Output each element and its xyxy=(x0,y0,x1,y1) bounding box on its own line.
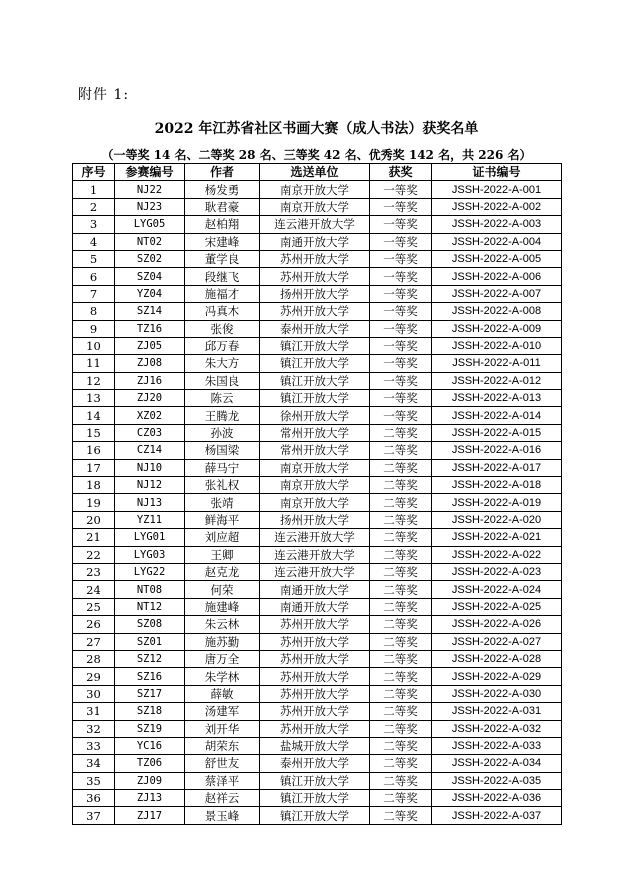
cell-certificate-number: JSSH-2022-A-006 xyxy=(432,268,562,285)
cell-index: 11 xyxy=(73,355,115,372)
cell-author: 张俊 xyxy=(185,320,260,337)
cell-index: 15 xyxy=(73,424,115,441)
cell-award: 二等奖 xyxy=(370,442,432,459)
cell-award: 一等奖 xyxy=(370,407,432,424)
cell-certificate-number: JSSH-2022-A-017 xyxy=(432,459,562,476)
header-certificate-number: 证书编号 xyxy=(432,164,562,181)
cell-author: 鲜海平 xyxy=(185,511,260,528)
table-row xyxy=(73,790,562,807)
cell-index: 30 xyxy=(73,685,115,702)
cell-certificate-number: JSSH-2022-A-012 xyxy=(432,372,562,389)
cell-index: 31 xyxy=(73,703,115,720)
cell-index: 21 xyxy=(73,529,115,546)
cell-unit: 镇江开放大学 xyxy=(260,390,370,407)
cell-award: 一等奖 xyxy=(370,181,432,198)
cell-author: 施福才 xyxy=(185,285,260,302)
cell-award: 一等奖 xyxy=(370,216,432,233)
cell-certificate-number: JSSH-2022-A-020 xyxy=(432,511,562,528)
cell-entry-number: NT12 xyxy=(115,598,185,615)
table-row xyxy=(73,390,562,407)
document-subtitle: （一等奖 14 名、二等奖 28 名、三等奖 42 名、优秀奖 142 名，共 226 名） xyxy=(101,148,532,162)
cell-index: 20 xyxy=(73,511,115,528)
table-row xyxy=(73,703,562,720)
cell-index: 13 xyxy=(73,390,115,407)
cell-award: 二等奖 xyxy=(370,424,432,441)
table-row xyxy=(73,598,562,615)
table-row xyxy=(73,494,562,511)
cell-index: 18 xyxy=(73,477,115,494)
cell-author: 刘开华 xyxy=(185,720,260,737)
cell-index: 16 xyxy=(73,442,115,459)
cell-index: 24 xyxy=(73,581,115,598)
cell-certificate-number: JSSH-2022-A-002 xyxy=(432,198,562,215)
cell-certificate-number: JSSH-2022-A-023 xyxy=(432,563,562,580)
cell-unit: 南通开放大学 xyxy=(260,233,370,250)
cell-entry-number: LYG05 xyxy=(115,216,185,233)
cell-author: 张礼权 xyxy=(185,477,260,494)
cell-author: 朱国良 xyxy=(185,372,260,389)
cell-unit: 扬州开放大学 xyxy=(260,285,370,302)
cell-index: 25 xyxy=(73,598,115,615)
cell-certificate-number: JSSH-2022-A-032 xyxy=(432,720,562,737)
cell-author: 王腾龙 xyxy=(185,407,260,424)
cell-index: 35 xyxy=(73,772,115,789)
cell-unit: 连云港开放大学 xyxy=(260,563,370,580)
cell-award: 一等奖 xyxy=(370,320,432,337)
table-row xyxy=(73,181,562,198)
cell-entry-number: SZ01 xyxy=(115,633,185,650)
table-row xyxy=(73,650,562,667)
cell-award: 二等奖 xyxy=(370,459,432,476)
cell-certificate-number: JSSH-2022-A-034 xyxy=(432,755,562,772)
cell-certificate-number: JSSH-2022-A-007 xyxy=(432,285,562,302)
cell-award: 二等奖 xyxy=(370,685,432,702)
cell-certificate-number: JSSH-2022-A-011 xyxy=(432,355,562,372)
cell-unit: 南京开放大学 xyxy=(260,181,370,198)
cell-certificate-number: JSSH-2022-A-008 xyxy=(432,303,562,320)
cell-certificate-number: JSSH-2022-A-026 xyxy=(432,616,562,633)
table-row xyxy=(73,772,562,789)
cell-unit: 连云港开放大学 xyxy=(260,546,370,563)
award-table xyxy=(72,163,562,825)
cell-author: 陈云 xyxy=(185,390,260,407)
cell-index: 17 xyxy=(73,459,115,476)
cell-certificate-number: JSSH-2022-A-013 xyxy=(432,390,562,407)
cell-entry-number: LYG03 xyxy=(115,546,185,563)
cell-award: 二等奖 xyxy=(370,529,432,546)
cell-award: 二等奖 xyxy=(370,790,432,807)
table-row xyxy=(73,668,562,685)
cell-certificate-number: JSSH-2022-A-014 xyxy=(432,407,562,424)
table-row xyxy=(73,581,562,598)
cell-author: 杨发勇 xyxy=(185,181,260,198)
cell-author: 冯真木 xyxy=(185,303,260,320)
cell-unit: 镇江开放大学 xyxy=(260,372,370,389)
cell-award: 一等奖 xyxy=(370,303,432,320)
cell-award: 二等奖 xyxy=(370,598,432,615)
table-row xyxy=(73,616,562,633)
cell-author: 张靖 xyxy=(185,494,260,511)
table-row xyxy=(73,511,562,528)
cell-certificate-number: JSSH-2022-A-030 xyxy=(432,685,562,702)
table-row xyxy=(73,633,562,650)
table-row xyxy=(73,477,562,494)
cell-award: 一等奖 xyxy=(370,337,432,354)
cell-award: 二等奖 xyxy=(370,755,432,772)
cell-entry-number: TZ16 xyxy=(115,320,185,337)
cell-index: 36 xyxy=(73,790,115,807)
cell-author: 唐万全 xyxy=(185,650,260,667)
table-row xyxy=(73,285,562,302)
cell-certificate-number: JSSH-2022-A-028 xyxy=(432,650,562,667)
cell-entry-number: CZ14 xyxy=(115,442,185,459)
cell-unit: 泰州开放大学 xyxy=(260,755,370,772)
table-row xyxy=(73,198,562,215)
cell-index: 6 xyxy=(73,268,115,285)
cell-index: 22 xyxy=(73,546,115,563)
table-row xyxy=(73,233,562,250)
cell-unit: 连云港开放大学 xyxy=(260,216,370,233)
cell-certificate-number: JSSH-2022-A-027 xyxy=(432,633,562,650)
cell-index: 9 xyxy=(73,320,115,337)
cell-entry-number: ZJ13 xyxy=(115,790,185,807)
table-row xyxy=(73,372,562,389)
cell-certificate-number: JSSH-2022-A-004 xyxy=(432,233,562,250)
cell-award: 一等奖 xyxy=(370,355,432,372)
cell-award: 二等奖 xyxy=(370,668,432,685)
cell-index: 1 xyxy=(73,181,115,198)
cell-unit: 南通开放大学 xyxy=(260,598,370,615)
cell-certificate-number: JSSH-2022-A-005 xyxy=(432,250,562,267)
cell-unit: 南京开放大学 xyxy=(260,494,370,511)
cell-entry-number: YC16 xyxy=(115,737,185,754)
cell-author: 董学良 xyxy=(185,250,260,267)
cell-entry-number: LYG22 xyxy=(115,563,185,580)
cell-author: 何荣 xyxy=(185,581,260,598)
cell-unit: 镇江开放大学 xyxy=(260,772,370,789)
cell-index: 33 xyxy=(73,737,115,754)
header-award: 获奖 xyxy=(370,164,432,181)
cell-index: 7 xyxy=(73,285,115,302)
cell-unit: 镇江开放大学 xyxy=(260,355,370,372)
table-row xyxy=(73,737,562,754)
cell-certificate-number: JSSH-2022-A-010 xyxy=(432,337,562,354)
cell-award: 二等奖 xyxy=(370,633,432,650)
cell-entry-number: SZ19 xyxy=(115,720,185,737)
cell-index: 27 xyxy=(73,633,115,650)
cell-author: 杨国梁 xyxy=(185,442,260,459)
cell-unit: 镇江开放大学 xyxy=(260,790,370,807)
cell-author: 孙波 xyxy=(185,424,260,441)
table-row xyxy=(73,685,562,702)
cell-certificate-number: JSSH-2022-A-009 xyxy=(432,320,562,337)
cell-entry-number: ZJ08 xyxy=(115,355,185,372)
cell-entry-number: NJ12 xyxy=(115,477,185,494)
cell-entry-number: SZ18 xyxy=(115,703,185,720)
cell-certificate-number: JSSH-2022-A-021 xyxy=(432,529,562,546)
cell-unit: 苏州开放大学 xyxy=(260,720,370,737)
cell-unit: 苏州开放大学 xyxy=(260,616,370,633)
cell-entry-number: YZ04 xyxy=(115,285,185,302)
cell-entry-number: SZ04 xyxy=(115,268,185,285)
cell-index: 3 xyxy=(73,216,115,233)
cell-award: 一等奖 xyxy=(370,285,432,302)
table-row xyxy=(73,303,562,320)
cell-award: 二等奖 xyxy=(370,581,432,598)
cell-index: 29 xyxy=(73,668,115,685)
cell-award: 二等奖 xyxy=(370,772,432,789)
cell-index: 4 xyxy=(73,233,115,250)
cell-index: 10 xyxy=(73,337,115,354)
cell-index: 34 xyxy=(73,755,115,772)
cell-entry-number: SZ08 xyxy=(115,616,185,633)
cell-award: 一等奖 xyxy=(370,390,432,407)
table-row xyxy=(73,355,562,372)
cell-entry-number: ZJ16 xyxy=(115,372,185,389)
cell-entry-number: SZ02 xyxy=(115,250,185,267)
cell-entry-number: NT02 xyxy=(115,233,185,250)
cell-entry-number: XZ02 xyxy=(115,407,185,424)
cell-index: 12 xyxy=(73,372,115,389)
cell-unit: 南京开放大学 xyxy=(260,477,370,494)
cell-award: 一等奖 xyxy=(370,268,432,285)
cell-certificate-number: JSSH-2022-A-019 xyxy=(432,494,562,511)
cell-entry-number: NT08 xyxy=(115,581,185,598)
cell-index: 23 xyxy=(73,563,115,580)
table-header-row xyxy=(73,164,562,181)
cell-unit: 苏州开放大学 xyxy=(260,250,370,267)
table-row xyxy=(73,320,562,337)
cell-author: 赵柏翔 xyxy=(185,216,260,233)
cell-index: 37 xyxy=(73,807,115,824)
cell-certificate-number: JSSH-2022-A-025 xyxy=(432,598,562,615)
cell-award: 一等奖 xyxy=(370,372,432,389)
cell-author: 邱万春 xyxy=(185,337,260,354)
cell-award: 一等奖 xyxy=(370,233,432,250)
table-row xyxy=(73,563,562,580)
cell-certificate-number: JSSH-2022-A-036 xyxy=(432,790,562,807)
cell-unit: 连云港开放大学 xyxy=(260,529,370,546)
cell-author: 朱大方 xyxy=(185,355,260,372)
table-row xyxy=(73,337,562,354)
cell-author: 薛敏 xyxy=(185,685,260,702)
cell-author: 宋建峰 xyxy=(185,233,260,250)
cell-author: 施苏勤 xyxy=(185,633,260,650)
cell-certificate-number: JSSH-2022-A-003 xyxy=(432,216,562,233)
cell-index: 8 xyxy=(73,303,115,320)
cell-certificate-number: JSSH-2022-A-024 xyxy=(432,581,562,598)
cell-index: 26 xyxy=(73,616,115,633)
cell-author: 施建峰 xyxy=(185,598,260,615)
cell-index: 14 xyxy=(73,407,115,424)
cell-index: 2 xyxy=(73,198,115,215)
cell-entry-number: TZ06 xyxy=(115,755,185,772)
cell-unit: 镇江开放大学 xyxy=(260,807,370,824)
cell-award: 一等奖 xyxy=(370,250,432,267)
cell-author: 段继飞 xyxy=(185,268,260,285)
cell-award: 二等奖 xyxy=(370,616,432,633)
cell-award: 二等奖 xyxy=(370,477,432,494)
cell-unit: 苏州开放大学 xyxy=(260,703,370,720)
cell-award: 二等奖 xyxy=(370,494,432,511)
cell-certificate-number: JSSH-2022-A-033 xyxy=(432,737,562,754)
cell-award: 二等奖 xyxy=(370,650,432,667)
table-row xyxy=(73,529,562,546)
document-title: 2022 年江苏省社区书画大赛（成人书法）获奖名单 xyxy=(154,121,479,137)
cell-author: 景玉峰 xyxy=(185,807,260,824)
cell-index: 19 xyxy=(73,494,115,511)
table-row xyxy=(73,268,562,285)
cell-certificate-number: JSSH-2022-A-029 xyxy=(432,668,562,685)
cell-certificate-number: JSSH-2022-A-035 xyxy=(432,772,562,789)
header-index: 序号 xyxy=(73,164,115,181)
cell-author: 薛马宁 xyxy=(185,459,260,476)
cell-author: 赵克龙 xyxy=(185,563,260,580)
cell-unit: 常州开放大学 xyxy=(260,442,370,459)
cell-unit: 南京开放大学 xyxy=(260,459,370,476)
table-row xyxy=(73,424,562,441)
cell-entry-number: NJ22 xyxy=(115,181,185,198)
table-row xyxy=(73,407,562,424)
cell-author: 蔡泽平 xyxy=(185,772,260,789)
cell-entry-number: SZ14 xyxy=(115,303,185,320)
cell-author: 朱学林 xyxy=(185,668,260,685)
table-body xyxy=(73,181,562,824)
cell-index: 5 xyxy=(73,250,115,267)
cell-entry-number: ZJ20 xyxy=(115,390,185,407)
cell-unit: 南京开放大学 xyxy=(260,198,370,215)
cell-unit: 镇江开放大学 xyxy=(260,337,370,354)
attachment-label: 附件 1: xyxy=(78,87,130,103)
cell-entry-number: SZ17 xyxy=(115,685,185,702)
cell-award: 二等奖 xyxy=(370,703,432,720)
cell-index: 28 xyxy=(73,650,115,667)
cell-entry-number: LYG01 xyxy=(115,529,185,546)
table-row xyxy=(73,442,562,459)
cell-entry-number: ZJ17 xyxy=(115,807,185,824)
cell-entry-number: NJ23 xyxy=(115,198,185,215)
cell-unit: 苏州开放大学 xyxy=(260,685,370,702)
header-entry-number: 参赛编号 xyxy=(115,164,185,181)
cell-unit: 南通开放大学 xyxy=(260,581,370,598)
table-row xyxy=(73,459,562,476)
cell-award: 二等奖 xyxy=(370,563,432,580)
cell-award: 一等奖 xyxy=(370,198,432,215)
cell-certificate-number: JSSH-2022-A-015 xyxy=(432,424,562,441)
cell-author: 刘应超 xyxy=(185,529,260,546)
cell-award: 二等奖 xyxy=(370,737,432,754)
table-row xyxy=(73,546,562,563)
cell-unit: 苏州开放大学 xyxy=(260,633,370,650)
cell-entry-number: SZ16 xyxy=(115,668,185,685)
cell-unit: 盐城开放大学 xyxy=(260,737,370,754)
table-row xyxy=(73,807,562,824)
cell-entry-number: ZJ09 xyxy=(115,772,185,789)
cell-unit: 苏州开放大学 xyxy=(260,668,370,685)
cell-award: 二等奖 xyxy=(370,546,432,563)
cell-entry-number: NJ13 xyxy=(115,494,185,511)
header-author: 作者 xyxy=(185,164,260,181)
cell-entry-number: NJ10 xyxy=(115,459,185,476)
cell-entry-number: YZ11 xyxy=(115,511,185,528)
cell-unit: 苏州开放大学 xyxy=(260,268,370,285)
cell-unit: 徐州开放大学 xyxy=(260,407,370,424)
cell-unit: 泰州开放大学 xyxy=(260,320,370,337)
cell-entry-number: CZ03 xyxy=(115,424,185,441)
cell-author: 汤建军 xyxy=(185,703,260,720)
cell-certificate-number: JSSH-2022-A-037 xyxy=(432,807,562,824)
header-unit: 选送单位 xyxy=(260,164,370,181)
cell-entry-number: SZ12 xyxy=(115,650,185,667)
cell-certificate-number: JSSH-2022-A-022 xyxy=(432,546,562,563)
cell-certificate-number: JSSH-2022-A-016 xyxy=(432,442,562,459)
cell-certificate-number: JSSH-2022-A-018 xyxy=(432,477,562,494)
table-row xyxy=(73,250,562,267)
cell-award: 二等奖 xyxy=(370,807,432,824)
cell-author: 朱云林 xyxy=(185,616,260,633)
cell-author: 舒世友 xyxy=(185,755,260,772)
cell-unit: 扬州开放大学 xyxy=(260,511,370,528)
table-row xyxy=(73,720,562,737)
cell-unit: 苏州开放大学 xyxy=(260,303,370,320)
cell-award: 二等奖 xyxy=(370,511,432,528)
cell-unit: 常州开放大学 xyxy=(260,424,370,441)
cell-index: 32 xyxy=(73,720,115,737)
cell-certificate-number: JSSH-2022-A-001 xyxy=(432,181,562,198)
cell-entry-number: ZJ05 xyxy=(115,337,185,354)
cell-author: 耿君豪 xyxy=(185,198,260,215)
cell-author: 赵祥云 xyxy=(185,790,260,807)
table-row xyxy=(73,216,562,233)
cell-award: 二等奖 xyxy=(370,720,432,737)
cell-unit: 苏州开放大学 xyxy=(260,650,370,667)
cell-author: 王卿 xyxy=(185,546,260,563)
table-row xyxy=(73,755,562,772)
cell-author: 胡荣东 xyxy=(185,737,260,754)
cell-certificate-number: JSSH-2022-A-031 xyxy=(432,703,562,720)
